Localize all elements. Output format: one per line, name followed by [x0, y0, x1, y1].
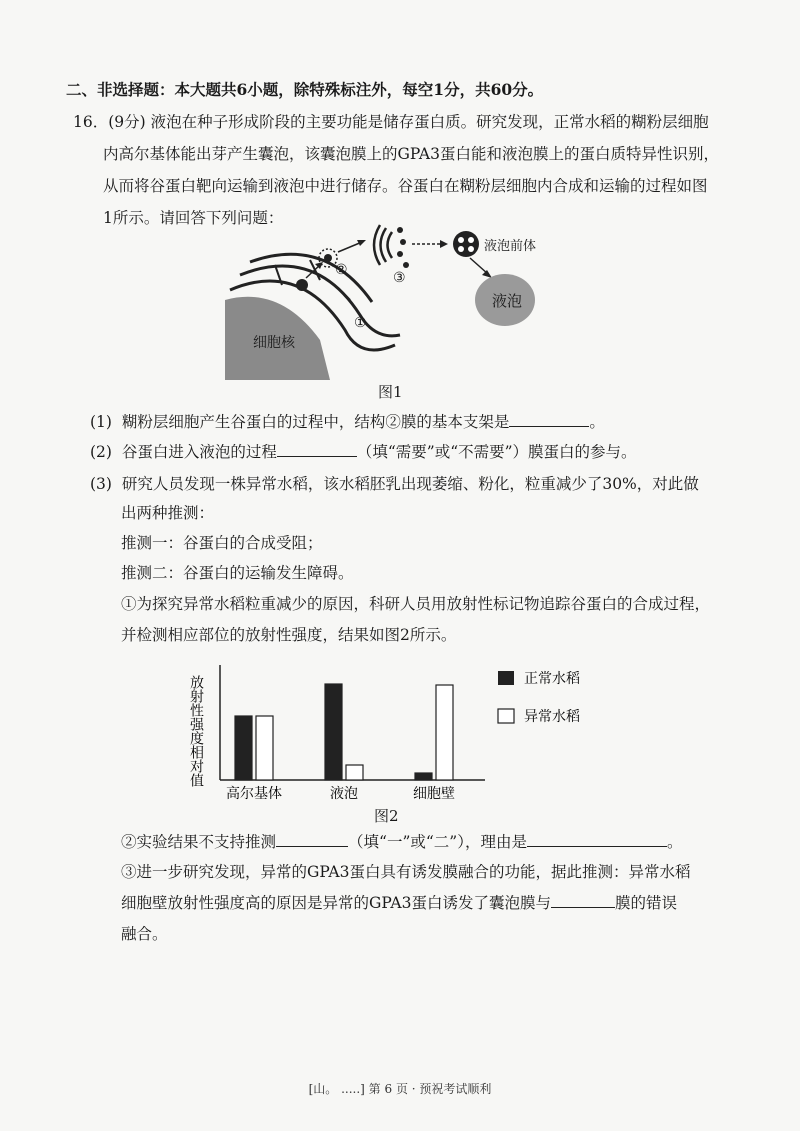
legend-swatch-normal	[498, 671, 514, 685]
answer-blank-3[interactable]	[276, 832, 348, 847]
question-number: 16．(9分)	[73, 113, 146, 131]
x-tick-label-1: 液泡	[330, 786, 358, 802]
y-axis-label: 放射性强度相对值	[188, 675, 204, 787]
subquestion-3-line-1	[90, 474, 699, 494]
vacuole-label: 液泡	[492, 292, 523, 310]
structure-3-mark: ③	[393, 270, 406, 286]
subquestion-2-end: （填“需要”或“不需要”）膜蛋白的参与。	[356, 443, 637, 461]
subquestion-3-text-1: 研究人员发现一株异常水稻，该水稻胚乳出现萎缩、粉化，粒重减少了30%，对此做	[121, 475, 699, 493]
nucleus-label: 细胞核	[253, 335, 295, 351]
x-tick-labels	[226, 785, 455, 802]
answer-blank-4[interactable]	[527, 832, 667, 847]
subquestion-1-end: 。	[589, 413, 605, 431]
er-bud	[296, 279, 308, 291]
guess-2: 推测二：谷蛋白的运输发生障碍。	[121, 564, 354, 582]
section-title: 二、非选择题：本大题共6小题，除特殊标注外，每空1分，共60分。	[66, 80, 544, 99]
figure-2-chart	[180, 655, 600, 815]
part-2-text-b: （填“一”或“二”），理由是	[348, 833, 527, 851]
bar-normal-1	[325, 684, 342, 780]
figure-2-caption: 图2	[374, 807, 399, 825]
x-tick-label-2: 细胞壁	[413, 786, 455, 802]
answer-blank-1[interactable]	[509, 412, 589, 427]
subquestion-1	[90, 412, 605, 432]
vacuole-precursor-label: 液泡前体	[484, 239, 537, 254]
figure-1-caption: 图1	[378, 383, 403, 401]
part-3-text-c: 膜的错误	[614, 894, 677, 912]
part-3-line-3: 融合。	[121, 925, 168, 943]
subquestion-2-number: (2)	[90, 443, 112, 461]
question-intro-line-1	[73, 112, 709, 132]
part-1-line-2: 并检测相应部位的放射性强度，结果如图2所示。	[121, 626, 457, 644]
intro-text-4: 1所示。请回答下列问题：	[103, 209, 284, 227]
part-2-end: 。	[666, 833, 683, 851]
legend-label-normal: 正常水稻	[524, 671, 580, 687]
golgi	[374, 225, 380, 265]
vacuole-precursor	[453, 231, 479, 257]
part-1-line-1: ①为探究异常水稻粒重减少的原因，科研人员用放射性标记物追踪谷蛋白的合成过程，	[121, 595, 711, 613]
bar-abnormal-1	[346, 765, 363, 780]
part-3-line-2	[121, 893, 677, 913]
structure-1-mark: ①	[354, 315, 367, 331]
subquestion-2	[90, 442, 637, 462]
guess-1: 推测一：谷蛋白的合成受阻；	[121, 534, 323, 552]
page-footer: [山。 .....] 第 6 页 · 预祝考试顺利	[308, 1082, 492, 1096]
intro-text-3: 从而将谷蛋白靶向运输到液泡中进行储存。谷蛋白在糊粉层细胞内合成和运输的过程如图	[103, 177, 708, 195]
bar-normal-2	[415, 773, 432, 780]
bar-abnormal-2	[436, 685, 453, 780]
part-2	[121, 832, 682, 852]
subquestion-3-text-2: 出两种推测：	[121, 504, 215, 522]
subquestion-2-text: 谷蛋白进入液泡的过程	[121, 443, 277, 461]
subquestion-1-text: 糊粉层细胞产生谷蛋白的过程中，结构②膜的基本支架是	[121, 413, 510, 431]
part-2-text-a: ②实验结果不支持推测	[121, 833, 277, 851]
legend-label-abnormal: 异常水稻	[524, 709, 580, 725]
bar-abnormal-0	[256, 716, 273, 780]
answer-blank-5[interactable]	[551, 893, 615, 908]
intro-text-2: 内高尔基体能出芽产生囊泡，该囊泡膜上的GPA3蛋白能和液泡膜上的蛋白质特异性识别，	[103, 145, 719, 163]
intro-text-1: 液泡在种子形成阶段的主要功能是储存蛋白质。研究发现，正常水稻的糊粉层细胞	[150, 113, 709, 131]
subquestion-3-number: (3)	[90, 475, 112, 493]
answer-blank-2[interactable]	[277, 442, 357, 457]
structure-2-mark: ②	[335, 262, 348, 278]
legend-swatch-abnormal	[498, 709, 514, 723]
bars-group	[235, 684, 453, 780]
bar-normal-0	[235, 716, 252, 780]
x-tick-label-0: 高尔基体	[226, 786, 282, 802]
part-3-line-1: ③进一步研究发现，异常的GPA3蛋白具有诱发膜融合的功能，据此推测：异常水稻	[121, 863, 691, 881]
subquestion-1-number: (1)	[90, 413, 112, 431]
part-3-text-b: 细胞壁放射性强度高的原因是异常的GPA3蛋白诱发了囊泡膜与	[121, 894, 551, 912]
